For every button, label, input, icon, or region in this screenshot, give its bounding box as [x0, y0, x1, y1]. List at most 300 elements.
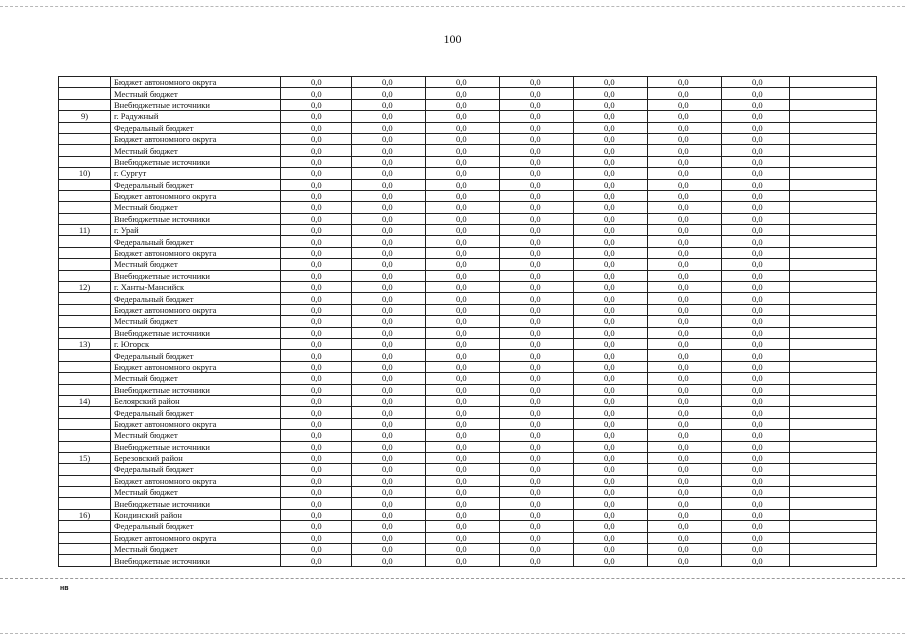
value-cell: 0,0: [426, 156, 500, 167]
value-cell: 0,0: [574, 168, 648, 179]
value-cell: 0,0: [648, 555, 722, 566]
empty-cell: [790, 418, 877, 429]
empty-cell: [790, 350, 877, 361]
value-cell: 0,0: [352, 498, 426, 509]
table-row: [59, 316, 877, 327]
value-cell: 0,0: [500, 213, 574, 224]
value-cell: 0,0: [426, 168, 500, 179]
value-cell: 0,0: [722, 179, 790, 190]
value-cell: 0,0: [281, 407, 352, 418]
value-cell: 0,0: [648, 259, 722, 270]
row-number-cell: [59, 487, 111, 498]
value-cell: 0,0: [352, 350, 426, 361]
row-name-cell: Бюджет автономного округа: [111, 77, 281, 88]
value-cell: 0,0: [281, 475, 352, 486]
value-cell: 0,0: [500, 259, 574, 270]
value-cell: 0,0: [648, 373, 722, 384]
value-cell: 0,0: [500, 464, 574, 475]
value-cell: 0,0: [281, 430, 352, 441]
row-name-cell: Местный бюджет: [111, 373, 281, 384]
value-cell: 0,0: [648, 99, 722, 110]
row-name-cell: Бюджет автономного округа: [111, 190, 281, 201]
row-number-cell: [59, 88, 111, 99]
row-number-cell: [59, 213, 111, 224]
value-cell: 0,0: [500, 145, 574, 156]
value-cell: 0,0: [281, 304, 352, 315]
value-cell: 0,0: [352, 111, 426, 122]
table-row: [59, 202, 877, 213]
value-cell: 0,0: [352, 213, 426, 224]
value-cell: 0,0: [722, 156, 790, 167]
table-row: [59, 327, 877, 338]
value-cell: 0,0: [574, 270, 648, 281]
empty-cell: [790, 111, 877, 122]
value-cell: 0,0: [722, 487, 790, 498]
value-cell: 0,0: [281, 236, 352, 247]
value-cell: 0,0: [281, 133, 352, 144]
row-name-cell: Внебюджетные источники: [111, 384, 281, 395]
value-cell: 0,0: [352, 327, 426, 338]
table-row: [59, 293, 877, 304]
value-cell: 0,0: [426, 430, 500, 441]
value-cell: 0,0: [648, 225, 722, 236]
value-cell: 0,0: [426, 293, 500, 304]
value-cell: 0,0: [722, 168, 790, 179]
value-cell: 0,0: [426, 304, 500, 315]
value-cell: 0,0: [500, 338, 574, 349]
value-cell: 0,0: [281, 179, 352, 190]
budget-table: [58, 76, 877, 567]
value-cell: 0,0: [574, 304, 648, 315]
value-cell: 0,0: [574, 247, 648, 258]
empty-cell: [790, 156, 877, 167]
value-cell: 0,0: [722, 464, 790, 475]
value-cell: 0,0: [500, 373, 574, 384]
value-cell: 0,0: [426, 555, 500, 566]
value-cell: 0,0: [648, 304, 722, 315]
value-cell: 0,0: [648, 475, 722, 486]
table-row: [59, 384, 877, 395]
value-cell: 0,0: [352, 384, 426, 395]
value-cell: 0,0: [648, 213, 722, 224]
table-row: [59, 259, 877, 270]
empty-cell: [790, 452, 877, 463]
value-cell: 0,0: [426, 225, 500, 236]
empty-cell: [790, 327, 877, 338]
value-cell: 0,0: [722, 236, 790, 247]
row-name-cell: Местный бюджет: [111, 88, 281, 99]
value-cell: 0,0: [426, 544, 500, 555]
value-cell: 0,0: [722, 338, 790, 349]
value-cell: 0,0: [648, 384, 722, 395]
value-cell: 0,0: [281, 225, 352, 236]
page-number: 100: [443, 32, 462, 46]
row-number-cell: 9): [59, 111, 111, 122]
row-number-cell: [59, 77, 111, 88]
value-cell: 0,0: [500, 407, 574, 418]
row-number-cell: [59, 293, 111, 304]
value-cell: 0,0: [574, 282, 648, 293]
empty-cell: [790, 395, 877, 406]
value-cell: 0,0: [281, 156, 352, 167]
value-cell: 0,0: [648, 270, 722, 281]
empty-cell: [790, 475, 877, 486]
row-number-cell: [59, 202, 111, 213]
row-number-cell: [59, 373, 111, 384]
value-cell: 0,0: [426, 316, 500, 327]
value-cell: 0,0: [281, 111, 352, 122]
table-row: [59, 304, 877, 315]
value-cell: 0,0: [281, 384, 352, 395]
value-cell: 0,0: [648, 350, 722, 361]
value-cell: 0,0: [722, 247, 790, 258]
value-cell: 0,0: [574, 202, 648, 213]
empty-cell: [790, 202, 877, 213]
value-cell: 0,0: [352, 304, 426, 315]
value-cell: 0,0: [426, 338, 500, 349]
value-cell: 0,0: [574, 521, 648, 532]
value-cell: 0,0: [500, 282, 574, 293]
row-name-cell: Федеральный бюджет: [111, 236, 281, 247]
row-name-cell: Внебюджетные источники: [111, 213, 281, 224]
empty-cell: [790, 168, 877, 179]
row-number-cell: [59, 316, 111, 327]
row-name-cell: Белоярский район: [111, 395, 281, 406]
row-number-cell: [59, 532, 111, 543]
table-row: [59, 338, 877, 349]
value-cell: 0,0: [500, 350, 574, 361]
empty-cell: [790, 133, 877, 144]
value-cell: 0,0: [500, 327, 574, 338]
empty-cell: [790, 464, 877, 475]
value-cell: 0,0: [722, 304, 790, 315]
value-cell: 0,0: [500, 225, 574, 236]
row-number-cell: [59, 384, 111, 395]
table-row: [59, 350, 877, 361]
value-cell: 0,0: [648, 395, 722, 406]
budget-table-body: [59, 77, 877, 567]
value-cell: 0,0: [500, 179, 574, 190]
value-cell: 0,0: [352, 521, 426, 532]
value-cell: 0,0: [648, 77, 722, 88]
value-cell: 0,0: [648, 156, 722, 167]
value-cell: 0,0: [722, 88, 790, 99]
value-cell: 0,0: [500, 452, 574, 463]
row-number-cell: 11): [59, 225, 111, 236]
table-row: [59, 418, 877, 429]
value-cell: 0,0: [500, 99, 574, 110]
value-cell: 0,0: [574, 225, 648, 236]
value-cell: 0,0: [648, 190, 722, 201]
table-row: [59, 145, 877, 156]
value-cell: 0,0: [722, 202, 790, 213]
empty-cell: [790, 225, 877, 236]
row-name-cell: Местный бюджет: [111, 259, 281, 270]
value-cell: 0,0: [352, 475, 426, 486]
value-cell: 0,0: [500, 304, 574, 315]
value-cell: 0,0: [574, 452, 648, 463]
value-cell: 0,0: [648, 487, 722, 498]
table-row: [59, 88, 877, 99]
empty-cell: [790, 236, 877, 247]
value-cell: 0,0: [574, 418, 648, 429]
empty-cell: [790, 293, 877, 304]
value-cell: 0,0: [352, 532, 426, 543]
row-number-cell: [59, 544, 111, 555]
value-cell: 0,0: [500, 122, 574, 133]
value-cell: 0,0: [500, 133, 574, 144]
empty-cell: [790, 99, 877, 110]
table-row: [59, 361, 877, 372]
row-name-cell: Внебюджетные источники: [111, 555, 281, 566]
row-name-cell: г. Урай: [111, 225, 281, 236]
value-cell: 0,0: [648, 282, 722, 293]
value-cell: 0,0: [352, 145, 426, 156]
value-cell: 0,0: [722, 282, 790, 293]
value-cell: 0,0: [281, 316, 352, 327]
row-number-cell: [59, 304, 111, 315]
value-cell: 0,0: [352, 395, 426, 406]
row-number-cell: [59, 361, 111, 372]
value-cell: 0,0: [574, 133, 648, 144]
value-cell: 0,0: [281, 327, 352, 338]
value-cell: 0,0: [352, 464, 426, 475]
value-cell: 0,0: [426, 418, 500, 429]
row-name-cell: Внебюджетные источники: [111, 327, 281, 338]
row-name-cell: г. Радужный: [111, 111, 281, 122]
row-name-cell: Местный бюджет: [111, 544, 281, 555]
value-cell: 0,0: [574, 293, 648, 304]
value-cell: 0,0: [352, 247, 426, 258]
value-cell: 0,0: [722, 395, 790, 406]
value-cell: 0,0: [426, 145, 500, 156]
table-row: [59, 395, 877, 406]
row-number-cell: [59, 247, 111, 258]
value-cell: 0,0: [722, 145, 790, 156]
table-row: [59, 156, 877, 167]
table-row: [59, 282, 877, 293]
value-cell: 0,0: [648, 509, 722, 520]
value-cell: 0,0: [722, 133, 790, 144]
row-number-cell: [59, 498, 111, 509]
value-cell: 0,0: [574, 213, 648, 224]
row-number-cell: [59, 441, 111, 452]
value-cell: 0,0: [648, 441, 722, 452]
value-cell: 0,0: [352, 418, 426, 429]
value-cell: 0,0: [426, 441, 500, 452]
value-cell: 0,0: [500, 361, 574, 372]
value-cell: 0,0: [500, 156, 574, 167]
row-name-cell: Бюджет автономного округа: [111, 532, 281, 543]
value-cell: 0,0: [281, 361, 352, 372]
value-cell: 0,0: [574, 407, 648, 418]
value-cell: 0,0: [574, 361, 648, 372]
value-cell: 0,0: [574, 487, 648, 498]
value-cell: 0,0: [574, 145, 648, 156]
value-cell: 0,0: [722, 407, 790, 418]
value-cell: 0,0: [574, 88, 648, 99]
value-cell: 0,0: [500, 202, 574, 213]
value-cell: 0,0: [500, 430, 574, 441]
value-cell: 0,0: [352, 259, 426, 270]
row-name-cell: Бюджет автономного округа: [111, 133, 281, 144]
value-cell: 0,0: [648, 498, 722, 509]
value-cell: 0,0: [722, 373, 790, 384]
table-row: [59, 373, 877, 384]
table-row: [59, 521, 877, 532]
value-cell: 0,0: [574, 156, 648, 167]
value-cell: 0,0: [426, 452, 500, 463]
value-cell: 0,0: [426, 327, 500, 338]
value-cell: 0,0: [281, 190, 352, 201]
empty-cell: [790, 498, 877, 509]
value-cell: 0,0: [426, 350, 500, 361]
value-cell: 0,0: [281, 487, 352, 498]
value-cell: 0,0: [574, 373, 648, 384]
value-cell: 0,0: [574, 430, 648, 441]
row-number-cell: [59, 133, 111, 144]
empty-cell: [790, 190, 877, 201]
value-cell: 0,0: [426, 384, 500, 395]
value-cell: 0,0: [500, 247, 574, 258]
value-cell: 0,0: [648, 418, 722, 429]
value-cell: 0,0: [352, 88, 426, 99]
table-row: [59, 487, 877, 498]
empty-cell: [790, 487, 877, 498]
value-cell: 0,0: [574, 99, 648, 110]
row-number-cell: 15): [59, 452, 111, 463]
value-cell: 0,0: [574, 316, 648, 327]
value-cell: 0,0: [574, 555, 648, 566]
row-name-cell: Бюджет автономного округа: [111, 304, 281, 315]
row-number-cell: [59, 179, 111, 190]
value-cell: 0,0: [722, 475, 790, 486]
value-cell: 0,0: [426, 122, 500, 133]
value-cell: 0,0: [722, 122, 790, 133]
value-cell: 0,0: [722, 270, 790, 281]
table-row: [59, 99, 877, 110]
table-row: [59, 475, 877, 486]
value-cell: 0,0: [500, 270, 574, 281]
row-number-cell: 14): [59, 395, 111, 406]
value-cell: 0,0: [574, 111, 648, 122]
value-cell: 0,0: [426, 259, 500, 270]
value-cell: 0,0: [648, 361, 722, 372]
value-cell: 0,0: [352, 452, 426, 463]
value-cell: 0,0: [648, 133, 722, 144]
value-cell: 0,0: [281, 88, 352, 99]
value-cell: 0,0: [281, 418, 352, 429]
row-name-cell: Местный бюджет: [111, 316, 281, 327]
value-cell: 0,0: [352, 77, 426, 88]
value-cell: 0,0: [281, 373, 352, 384]
value-cell: 0,0: [648, 521, 722, 532]
value-cell: 0,0: [648, 88, 722, 99]
row-number-cell: [59, 464, 111, 475]
table-row: [59, 407, 877, 418]
row-name-cell: Федеральный бюджет: [111, 293, 281, 304]
value-cell: 0,0: [281, 498, 352, 509]
table-row: [59, 236, 877, 247]
value-cell: 0,0: [722, 213, 790, 224]
value-cell: 0,0: [281, 282, 352, 293]
value-cell: 0,0: [281, 509, 352, 520]
row-number-cell: [59, 555, 111, 566]
empty-cell: [790, 88, 877, 99]
value-cell: 0,0: [574, 259, 648, 270]
empty-cell: [790, 555, 877, 566]
value-cell: 0,0: [426, 282, 500, 293]
table-row: [59, 555, 877, 566]
value-cell: 0,0: [500, 316, 574, 327]
value-cell: 0,0: [352, 338, 426, 349]
value-cell: 0,0: [500, 395, 574, 406]
value-cell: 0,0: [281, 247, 352, 258]
value-cell: 0,0: [648, 452, 722, 463]
value-cell: 0,0: [352, 236, 426, 247]
table-row: [59, 247, 877, 258]
value-cell: 0,0: [352, 430, 426, 441]
value-cell: 0,0: [426, 270, 500, 281]
row-number-cell: 16): [59, 509, 111, 520]
value-cell: 0,0: [281, 452, 352, 463]
empty-cell: [790, 338, 877, 349]
value-cell: 0,0: [722, 350, 790, 361]
scan-cut-line: [0, 578, 905, 579]
empty-cell: [790, 316, 877, 327]
scan-edge-top: [0, 6, 905, 7]
value-cell: 0,0: [574, 190, 648, 201]
row-number-cell: 13): [59, 338, 111, 349]
value-cell: 0,0: [352, 407, 426, 418]
empty-cell: [790, 304, 877, 315]
value-cell: 0,0: [500, 521, 574, 532]
value-cell: 0,0: [574, 544, 648, 555]
value-cell: 0,0: [281, 521, 352, 532]
value-cell: 0,0: [500, 236, 574, 247]
row-name-cell: Бюджет автономного округа: [111, 361, 281, 372]
value-cell: 0,0: [722, 77, 790, 88]
value-cell: 0,0: [648, 236, 722, 247]
value-cell: 0,0: [648, 532, 722, 543]
value-cell: 0,0: [648, 145, 722, 156]
value-cell: 0,0: [500, 418, 574, 429]
value-cell: 0,0: [426, 395, 500, 406]
empty-cell: [790, 407, 877, 418]
value-cell: 0,0: [722, 498, 790, 509]
value-cell: 0,0: [722, 544, 790, 555]
value-cell: 0,0: [648, 430, 722, 441]
value-cell: 0,0: [352, 168, 426, 179]
row-name-cell: Местный бюджет: [111, 145, 281, 156]
table-row: [59, 213, 877, 224]
value-cell: 0,0: [426, 498, 500, 509]
table-row: [59, 77, 877, 88]
value-cell: 0,0: [352, 509, 426, 520]
value-cell: 0,0: [574, 464, 648, 475]
value-cell: 0,0: [426, 247, 500, 258]
value-cell: 0,0: [722, 99, 790, 110]
value-cell: 0,0: [352, 190, 426, 201]
empty-cell: [790, 213, 877, 224]
value-cell: 0,0: [648, 327, 722, 338]
value-cell: 0,0: [500, 487, 574, 498]
table-row: [59, 111, 877, 122]
row-name-cell: Местный бюджет: [111, 202, 281, 213]
value-cell: 0,0: [500, 384, 574, 395]
table-row: [59, 498, 877, 509]
value-cell: 0,0: [648, 464, 722, 475]
